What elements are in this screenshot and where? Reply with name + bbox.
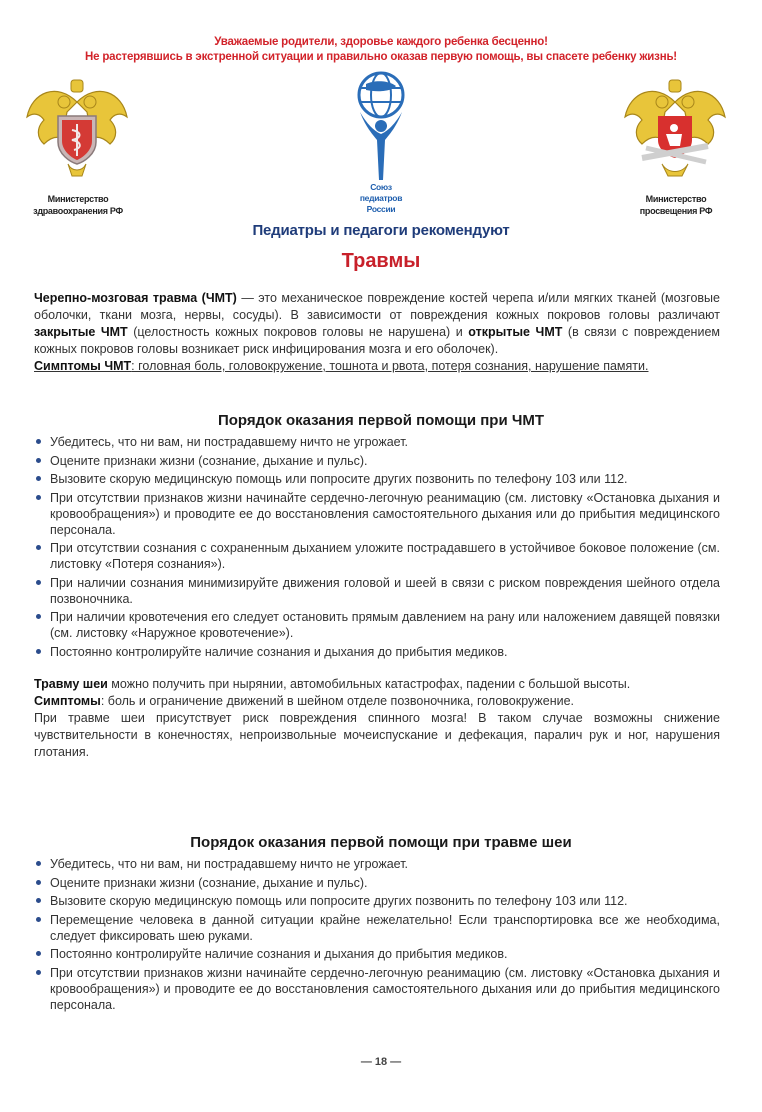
page-number: — 18 —: [360, 1056, 402, 1068]
coat-of-arms-health-ministry-icon: [22, 72, 132, 182]
health-ministry-emblem: [22, 72, 132, 182]
list-item: [36, 471, 720, 487]
list-item-text: При наличии кровотечения его следует остановить прямым давлением на рану или наложением давящей повязки (см. листовку «Наружное кровотечение»).: [50, 610, 720, 640]
list-item-text: Перемещение человека в данной ситуации крайне нежелательно! Если транспортировка все же необходима, следует фиксировать шею руками.: [50, 912, 720, 943]
tbi-term: Черепно-мозговая травма (ЧМТ): [34, 291, 237, 305]
list-item: [36, 575, 720, 607]
banner-line-1: Уважаемые родители, здоровье каждого ребенка бесценно!: [214, 36, 548, 48]
pediatricians-union-caption-line-1: Союз: [370, 182, 392, 192]
bullet-icon: [36, 880, 41, 885]
tbi-symptoms-text: : головная боль, головокружение, тошнота и рвота, потеря сознания, нарушение памяти.: [131, 359, 649, 373]
neck-first-aid-heading: Порядок оказания первой помощи при травме шеи: [190, 834, 572, 851]
list-item-text: Вызовите скорую медицинскую помощь или попросите других позвонить по телефону 103 или 112.: [50, 472, 628, 486]
bullet-icon: [36, 476, 41, 481]
list-item: [36, 453, 720, 469]
page-title: Травмы: [341, 250, 421, 272]
list-item-text: Убедитесь, что ни вам, ни пострадавшему ничто не угрожает.: [50, 857, 409, 871]
pediatricians-union-logo: [336, 70, 426, 182]
list-item: [36, 490, 720, 538]
neck-intro-text-1: можно получить при нырянии, автомобильных катастрофах, падении с большой высоты.: [107, 677, 631, 691]
list-item: [36, 946, 720, 962]
neck-intro-paragraph: [34, 676, 720, 761]
list-item-text: При отсутствии признаков жизни начинайте сердечно-легочную реанимацию (см. листовку «Остановка дыхания и кровообращения») и проводите ее до восстановления самостоятельного дыхания или до прибытия медицинского персонала.: [50, 965, 720, 1012]
list-item-text: Оцените признаки жизни (сознание, дыхание и пульс).: [50, 453, 368, 468]
pediatricians-union-caption-line-3: России: [366, 204, 396, 214]
pediatricians-union-caption: [331, 182, 431, 215]
bullet-icon: [36, 917, 41, 922]
list-item-text: При отсутствии сознания с сохраненным дыханием уложите пострадавшего в устойчивое боковое положение (см. листовку «Потеря сознания»).: [50, 541, 720, 571]
list-item: [36, 965, 720, 1013]
bullet-icon: [36, 898, 41, 903]
list-item-text: Оцените признаки жизни (сознание, дыхание и пульс).: [50, 875, 368, 890]
list-item: [36, 912, 720, 944]
tbi-open-term: открытые ЧМТ: [468, 325, 563, 339]
list-item-text: Постоянно контролируйте наличие сознания и дыхания до прибытия медиков.: [50, 947, 508, 961]
tbi-first-aid-list: [36, 434, 720, 662]
tbi-symptoms-label: Симптомы ЧМТ: [34, 359, 132, 373]
list-item: [36, 540, 720, 572]
health-ministry-caption-line-1: Министерство: [47, 194, 109, 204]
coat-of-arms-education-ministry-icon: [620, 72, 730, 182]
education-ministry-caption-line-1: Министерство: [645, 194, 707, 204]
list-item: [36, 856, 720, 872]
page-subtitle: Педиатры и педагоги рекомендуют: [252, 222, 510, 239]
list-item-text: При отсутствии признаков жизни начинайте сердечно-легочную реанимацию (см. листовку «Остановка дыхания и кровообращения») и проводите ее до восстановления самостоятельного дыхания или до прибытия медицинского персонала.: [50, 490, 720, 537]
pediatricians-union-caption-line-2: педиатров: [359, 193, 403, 203]
list-item: [36, 609, 720, 641]
tbi-intro-paragraph: [34, 290, 720, 375]
neck-term: Травму шеи: [34, 677, 108, 691]
list-item: [36, 644, 720, 660]
neck-first-aid-list: [36, 856, 720, 1015]
bullet-icon: [36, 649, 41, 654]
bullet-icon: [36, 951, 41, 956]
health-ministry-caption-line-2: здравоохранения РФ: [33, 206, 123, 216]
pediatricians-union-globe-icon: [336, 70, 426, 182]
tbi-definition-text-2: (целостность кожных покровов головы не нарушена) и: [127, 325, 469, 339]
bullet-icon: [36, 495, 41, 500]
bullet-icon: [36, 580, 41, 585]
banner-line-2: Не растерявшись в экстренной ситуации и правильно оказав первую помощь, вы спасете ребенку жизнь!: [85, 51, 677, 63]
tbi-definition-text-3: (в связи с повреждением кожных покровов головы возникает риск инфицирования мозга и его оболочек).: [34, 325, 720, 356]
tbi-closed-term: закрытые ЧМТ: [34, 325, 128, 339]
tbi-definition-text-1: — это механическое повреждение костей черепа и/или мягких тканей (мозговые оболочки, ткани мозга, нервы, сосуды). В зависимости от повреждения кожных покровов головы различают: [34, 291, 720, 322]
list-item-text: Убедитесь, что ни вам, ни пострадавшему ничто не угрожает.: [50, 435, 409, 449]
bullet-icon: [36, 614, 41, 619]
list-item: [36, 875, 720, 891]
neck-symptoms-label: Симптомы: [34, 694, 101, 708]
bullet-icon: [36, 458, 41, 463]
list-item-text: При наличии сознания минимизируйте движения головой и шеей в связи с риском повреждения шейного отдела позвоночника.: [50, 575, 720, 606]
list-item-text: Постоянно контролируйте наличие сознания и дыхания до прибытия медиков.: [50, 644, 508, 659]
bullet-icon: [36, 861, 41, 866]
education-ministry-caption: [616, 193, 736, 217]
bullet-icon: [36, 970, 41, 975]
health-ministry-caption: [14, 193, 142, 217]
neck-symptoms-text: : боль и ограничение движений в шейном отделе позвоночника, головокружение.: [100, 694, 575, 708]
bullet-icon: [36, 545, 41, 550]
bullet-icon: [36, 439, 41, 444]
neck-intro-text-2: При травме шеи присутствует риск повреждения спинного мозга! В таком случае возможны снижение чувствительности в конечностях, непроизвольные мочеиспускание и дефекация, паралич рук и ног, нарушения глотания.: [34, 711, 720, 759]
list-item-text: Вызовите скорую медицинскую помощь или попросите других позвонить по телефону 103 или 112.: [50, 894, 628, 908]
tbi-first-aid-heading: Порядок оказания первой помощи при ЧМТ: [217, 412, 545, 429]
list-item: [36, 893, 720, 909]
education-ministry-emblem: [620, 72, 730, 182]
list-item: [36, 434, 720, 450]
education-ministry-caption-line-2: просвещения РФ: [639, 206, 713, 216]
